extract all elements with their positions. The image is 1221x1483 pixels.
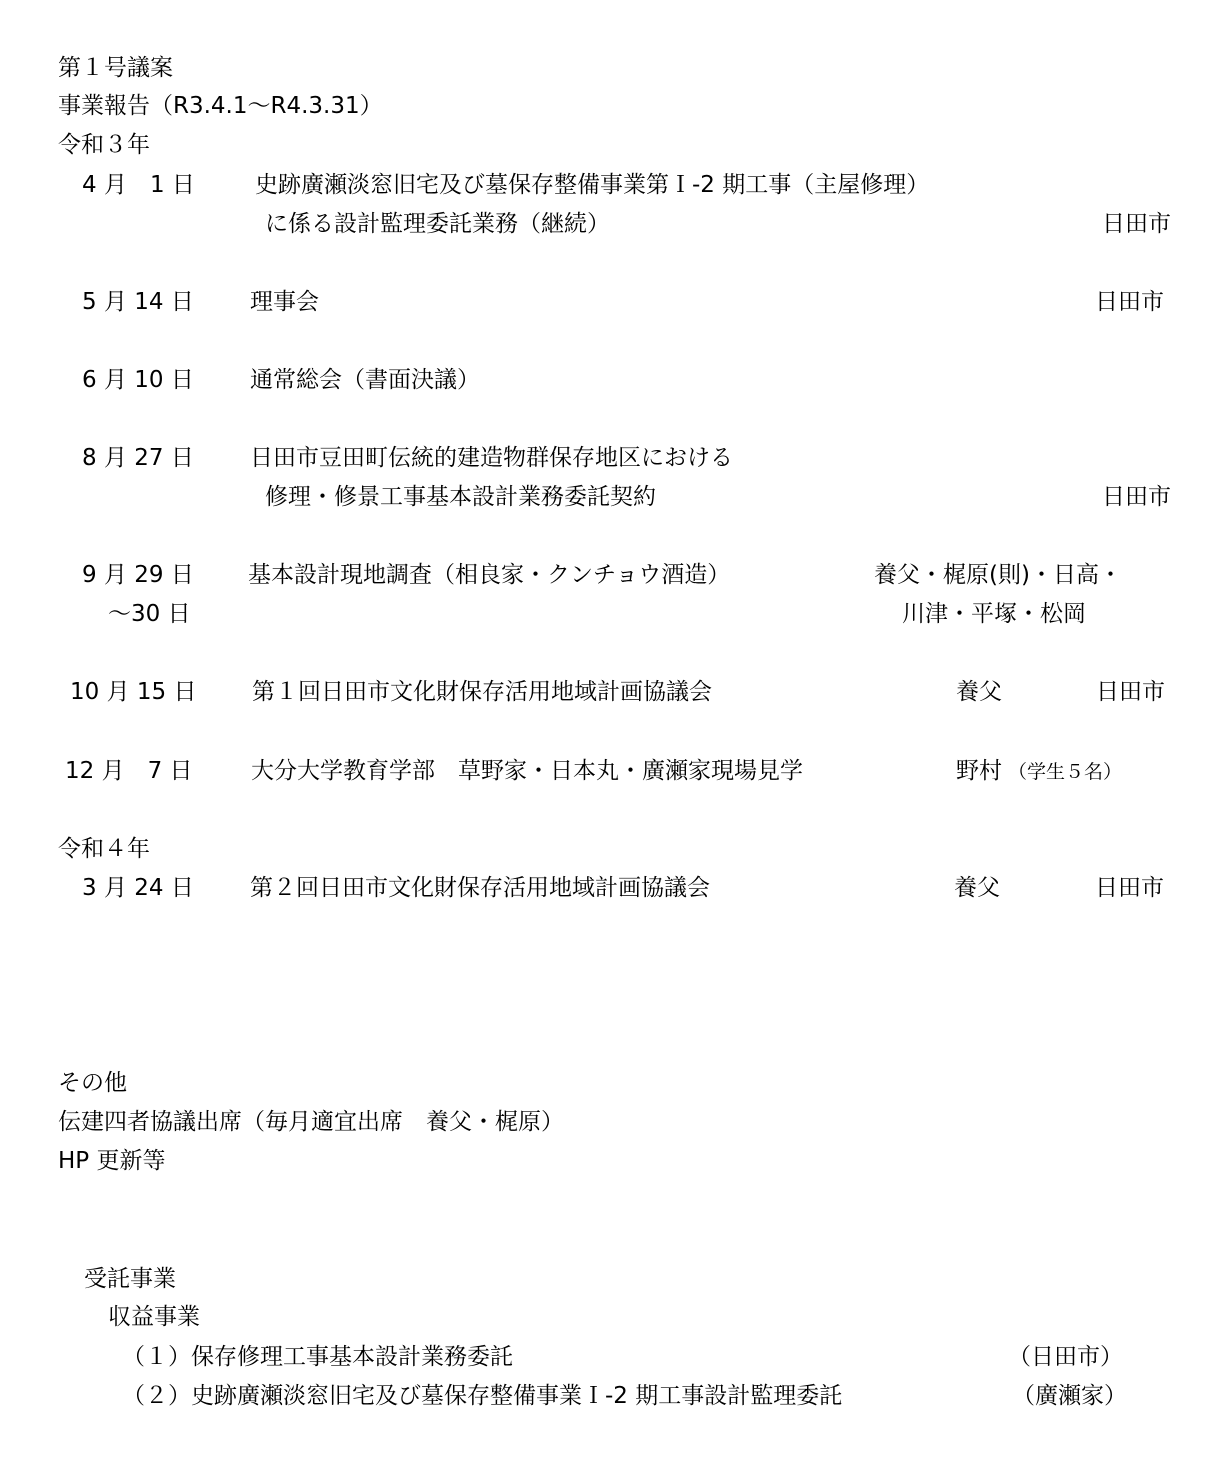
entry-date-end: ～30 日 [108,601,191,627]
other-item: HP 更新等 [58,1148,166,1174]
commissioned-heading: 受託事業 [84,1266,176,1292]
entry-date: 10 月 15 日 [70,679,197,705]
entry-attendees: 養父 [954,875,1000,901]
other-heading: その他 [58,1070,127,1096]
entry-date: 6 月 10 日 [82,367,194,393]
entry-date: 3 月 24 日 [82,875,194,901]
entry-description: に係る設計監理委託業務（継続） [265,211,610,237]
entry-attendees: 養父 [956,679,1002,705]
entry-party: 日田市 [1096,679,1165,705]
entry-attendees: 川津・平塚・松岡 [902,601,1086,627]
commissioned-item: （１）保存修理工事基本設計業務委託 [122,1344,513,1370]
other-item: 伝建四者協議出席（毎月適宜出席 養父・梶原） [58,1109,564,1135]
entry-description: 理事会 [250,289,319,315]
year-label: 令和３年 [58,132,150,158]
entry-description: 第２回日田市文化財保存活用地域計画協議会 [250,875,710,901]
report-title: 事業報告（R3.4.1～R4.3.31） [58,93,383,119]
commissioned-client: （日田市） [1008,1344,1123,1370]
agenda-number: 第１号議案 [58,55,173,81]
entry-date: 4 月 1 日 [82,172,195,198]
commissioned-subheading: 収益事業 [108,1304,200,1330]
commissioned-client: （廣瀬家） [1012,1383,1127,1409]
entry-attendees: 養父・梶原(則)・日高・ [874,562,1122,588]
commissioned-item: （２）史跡廣瀬淡窓旧宅及び墓保存整備事業Ｉ-2 期工事設計監理委託 [122,1383,843,1409]
entry-date: 12 月 7 日 [65,758,193,784]
entry-party: 日田市 [1102,211,1171,237]
entry-party: 日田市 [1095,289,1164,315]
entry-date: 8 月 27 日 [82,445,194,471]
entry-description: 日田市豆田町伝統的建造物群保存地区における [250,445,733,471]
year-label: 令和４年 [58,836,150,862]
entry-party: 日田市 [1095,875,1164,901]
entry-description: 修理・修景工事基本設計業務委託契約 [265,484,656,510]
entry-party: 日田市 [1102,484,1171,510]
entry-description: 史跡廣瀬淡窓旧宅及び墓保存整備事業第Ｉ-2 期工事（主屋修理） [255,172,930,198]
entry-description: 基本設計現地調査（相良家・クンチョウ酒造） [248,562,731,588]
entry-description: 通常総会（書面決議） [250,367,480,393]
entry-description: 大分大学教育学部 草野家・日本丸・廣瀬家現場見学 [251,758,803,784]
entry-attendees: 野村 [956,758,1002,784]
entry-description: 第１回日田市文化財保存活用地域計画協議会 [252,679,712,705]
entry-date: 5 月 14 日 [82,289,194,315]
entry-note: （学生５名） [1008,761,1123,783]
entry-date: 9 月 29 日 [82,562,194,588]
